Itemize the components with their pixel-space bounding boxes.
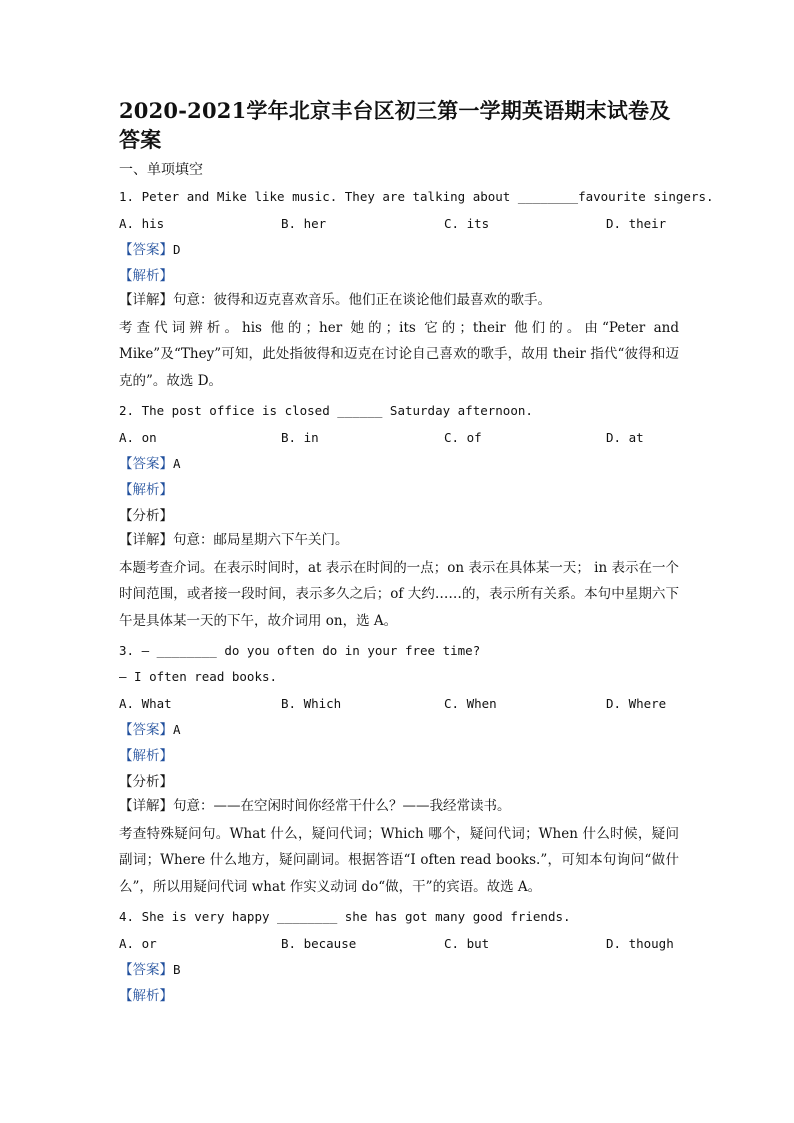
option-c: C. When <box>444 696 497 711</box>
analysis-label: 【解析】 <box>119 268 173 284</box>
answer-line <box>119 720 679 740</box>
answer-value: A <box>173 456 181 471</box>
question-response: — I often read books. <box>119 669 278 684</box>
answer-label: 【答案】 <box>119 242 173 258</box>
option-b: B. because <box>281 936 357 951</box>
option-b: B. in <box>281 430 319 445</box>
explanation-text: 本题考查介词。在表示时间时，at 表示在时间的一点；on 表示在具体某一天； in 表示在一个时间范围，或者接一段时间，表示多久之后；of 大约……的，表示所有关系。本句中星期六下午是具体某一天的下午，故介词用 on，选 A。 <box>119 559 679 629</box>
question-1 <box>119 187 714 394</box>
question-stem: 3. — ________ do you often do in your free time? <box>119 643 481 658</box>
option-d: D. at <box>606 430 644 445</box>
option-d: D. though <box>606 936 674 951</box>
option-d: D. their <box>606 216 667 231</box>
answer-line <box>119 960 679 980</box>
detail-text: 【详解】句意：彼得和迈克喜欢音乐。他们正在谈论他们最喜欢的歌手。 <box>119 292 551 308</box>
options-row <box>119 214 679 234</box>
sub-analysis-label: 【分析】 <box>119 774 173 790</box>
detail-text: 【详解】句意：——在空闲时间你经常干什么？——我经常读书。 <box>119 798 511 814</box>
option-a: A. or <box>119 936 157 951</box>
answer-value: D <box>173 242 181 257</box>
option-a: A. What <box>119 696 172 711</box>
answer-line <box>119 240 679 260</box>
question-stem: 4. She is very happy ________ she has got many good friends. <box>119 909 571 924</box>
analysis-label: 【解析】 <box>119 748 173 764</box>
answer-line <box>119 454 679 474</box>
option-b: B. Which <box>281 696 342 711</box>
option-a: A. on <box>119 430 157 445</box>
option-d: D. Where <box>606 696 667 711</box>
detail-text: 【详解】句意：邮局星期六下午关门。 <box>119 532 349 548</box>
option-c: C. of <box>444 430 482 445</box>
options-row <box>119 934 679 954</box>
option-c: C. its <box>444 216 490 231</box>
page-title: 2020-2021学年北京丰台区初三第一学期英语期末试卷及答案 <box>119 98 671 152</box>
question-stem: 1. Peter and Mike like music. They are talking about ________favourite singers. <box>119 189 714 204</box>
explanation-text: 考查代词辨析。his 他的；her 她的；its 它的；their 他们的。由“Peter and Mike”及“They”可知，此处指彼得和迈克在讨论自己喜欢的歌手，故用 their 指代“彼得和迈克的”。故选 D。 <box>119 319 679 389</box>
answer-label: 【答案】 <box>119 456 173 472</box>
question-4 <box>119 907 679 1006</box>
question-stem: 2. The post office is closed ______ Saturday afternoon. <box>119 403 533 418</box>
explanation-text: 考查特殊疑问句。What 什么，疑问代词；Which 哪个，疑问代词；When 什么时候，疑问副词；Where 什么地方，疑问副词。根据答语“I often read books.”，可知本句询问“做什么”，所以用疑问代词 what 作实义动词 do“做，干”的宾语。故选 A。 <box>119 825 679 895</box>
option-c: C. but <box>444 936 490 951</box>
options-row <box>119 694 679 714</box>
exam-page <box>119 96 714 1006</box>
question-2 <box>119 401 679 634</box>
option-a: A. his <box>119 216 165 231</box>
options-row <box>119 428 679 448</box>
answer-label: 【答案】 <box>119 962 173 978</box>
sub-analysis-label: 【分析】 <box>119 508 173 524</box>
answer-value: B <box>173 962 181 977</box>
analysis-label: 【解析】 <box>119 482 173 498</box>
question-3 <box>119 641 679 900</box>
analysis-label: 【解析】 <box>119 988 173 1004</box>
answer-label: 【答案】 <box>119 722 173 738</box>
option-b: B. her <box>281 216 327 231</box>
section-heading: 一、单项填空 <box>119 162 203 178</box>
answer-value: A <box>173 722 181 737</box>
